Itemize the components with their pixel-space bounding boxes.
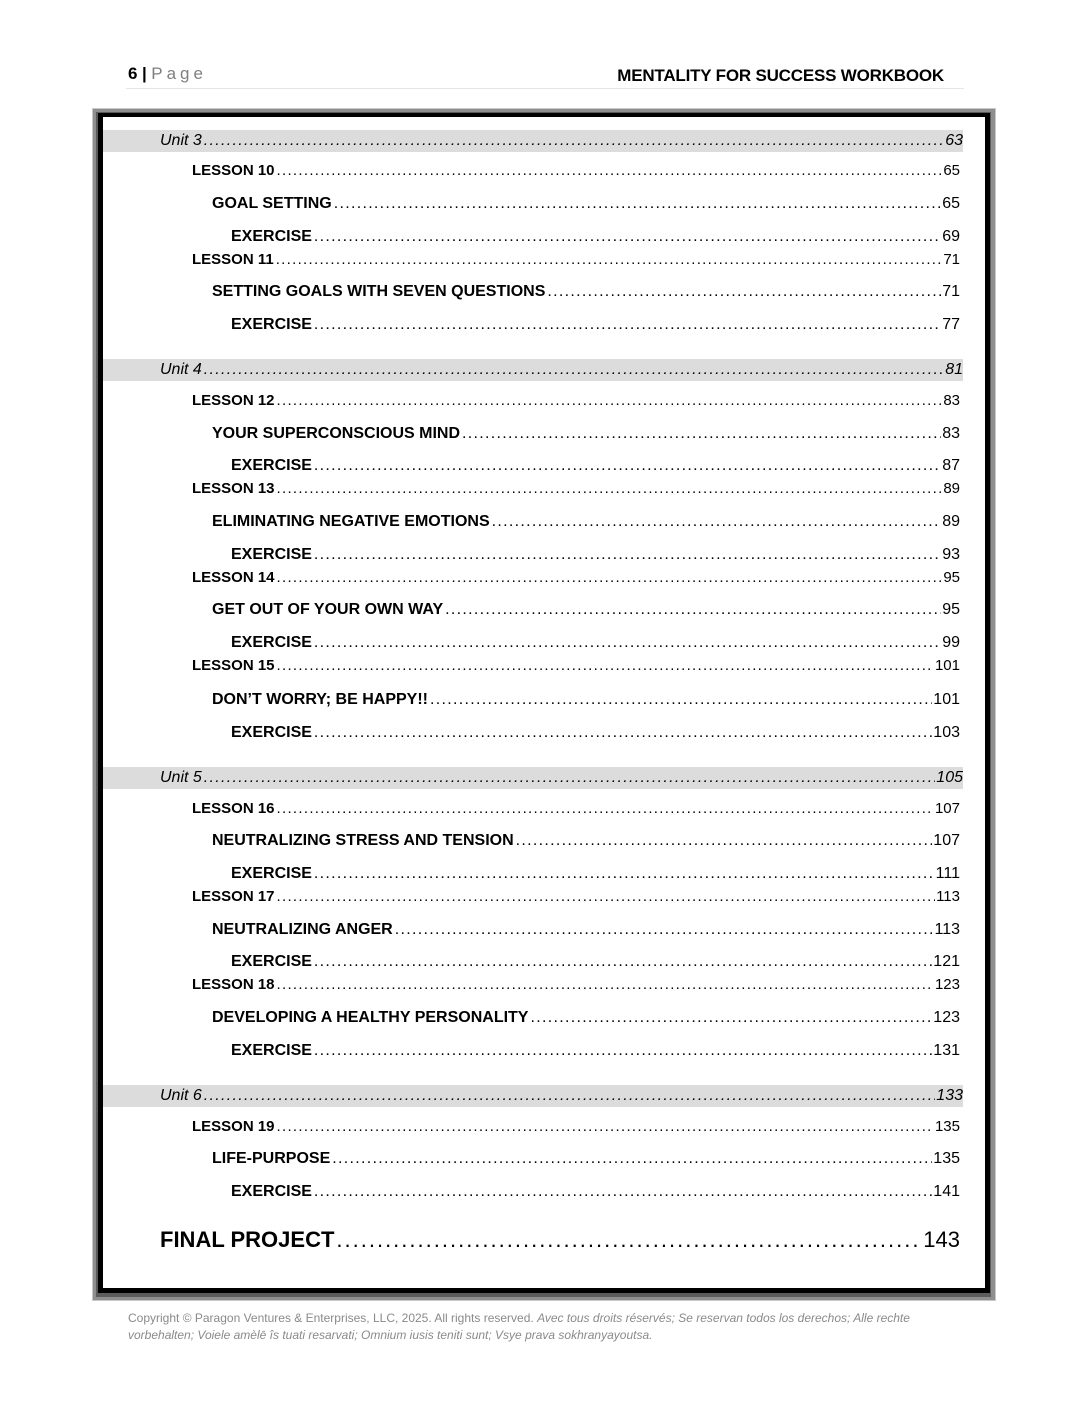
toc-entry-lesson[interactable] <box>192 975 960 995</box>
toc-entry-title: SETTING GOALS WITH SEVEN QUESTIONS <box>212 283 546 300</box>
dot-leader <box>462 424 941 444</box>
toc-entry-page: 123 <box>934 976 960 993</box>
toc-entry-page: 133 <box>936 1087 963 1104</box>
copyright-footer <box>128 1310 958 1344</box>
toc-entry-exercise[interactable] <box>231 633 960 653</box>
toc-entry-title: LESSON 11 <box>192 251 274 268</box>
toc-entry-topic[interactable] <box>212 1149 960 1169</box>
toc-entry-lesson[interactable] <box>192 161 960 181</box>
dot-leader <box>277 568 943 588</box>
copyright-text: Copyright © Paragon Ventures & Enterprises, LLC, 2025. All rights reserved. <box>128 1311 534 1325</box>
toc-entry-lesson[interactable] <box>192 568 960 588</box>
dot-leader <box>277 391 943 411</box>
toc-entry-topic[interactable] <box>212 282 960 302</box>
toc-entry-page: 99 <box>942 634 960 651</box>
toc-entry-page: 83 <box>943 392 960 409</box>
toc-entry-title: DEVELOPING A HEALTHY PERSONALITY <box>212 1009 529 1026</box>
dot-leader <box>277 656 934 676</box>
page-number: 6 <box>128 64 138 83</box>
toc-entry-page: 71 <box>942 283 960 300</box>
toc-entry-page: 95 <box>942 601 960 618</box>
toc-entry-page: 83 <box>942 425 960 442</box>
dot-leader <box>277 161 943 181</box>
toc-entry-title: LESSON 10 <box>192 162 275 179</box>
toc-entry-lesson[interactable] <box>192 799 960 819</box>
toc-entry-page: 105 <box>936 769 963 786</box>
dot-leader <box>314 633 941 653</box>
toc-entry-title: LESSON 13 <box>192 480 275 497</box>
toc-entry-unit[interactable] <box>103 359 963 381</box>
toc-entry-page: 101 <box>933 691 960 708</box>
toc-entry-lesson[interactable] <box>192 250 960 270</box>
toc-entry-title: EXERCISE <box>231 1042 312 1059</box>
toc-entry-page: 103 <box>933 724 960 741</box>
toc-entry-title: NEUTRALIZING ANGER <box>212 921 393 938</box>
dot-leader <box>332 1149 932 1169</box>
toc-entry-page: 111 <box>935 865 960 882</box>
toc-entry-exercise[interactable] <box>231 227 960 247</box>
toc-entry-page: 71 <box>943 251 960 268</box>
toc-entry-topic[interactable] <box>212 920 960 940</box>
toc-entry-exercise[interactable] <box>231 545 960 565</box>
toc-entry-unit[interactable] <box>103 1085 963 1107</box>
header-divider <box>126 88 964 89</box>
toc-entry-title: EXERCISE <box>231 546 312 563</box>
toc-entry-page: 63 <box>945 132 963 149</box>
toc-entry-title: LESSON 15 <box>192 657 275 674</box>
toc-entry-exercise[interactable] <box>231 456 960 476</box>
header-separator: | <box>141 64 148 83</box>
dot-leader <box>445 600 941 620</box>
toc-entry-title: NEUTRALIZING STRESS AND TENSION <box>212 832 514 849</box>
toc-entry-title: EXERCISE <box>231 865 312 882</box>
toc-entry-title: ELIMINATING NEGATIVE EMOTIONS <box>212 513 490 530</box>
dot-leader <box>314 1182 932 1202</box>
toc-entry-exercise[interactable] <box>231 315 960 335</box>
toc-entry-lesson[interactable] <box>192 887 960 907</box>
toc-entry-title: GET OUT OF YOUR OWN WAY <box>212 601 444 618</box>
toc-entry-lesson[interactable] <box>192 479 960 499</box>
dot-leader <box>314 227 941 247</box>
toc-entry-title: EXERCISE <box>231 457 312 474</box>
toc-entry-page: 95 <box>943 569 960 586</box>
toc-entry-page: 93 <box>942 546 960 563</box>
dot-leader <box>547 282 941 302</box>
toc-entry-page: 135 <box>933 1150 960 1167</box>
toc-entry-topic[interactable] <box>212 512 960 532</box>
dot-leader <box>204 768 936 788</box>
toc-entry-title: EXERCISE <box>231 1183 312 1200</box>
toc-entry-title: EXERCISE <box>231 228 312 245</box>
dot-leader <box>314 1041 932 1061</box>
toc-entry-page: 69 <box>942 228 960 245</box>
toc-entry-page: 107 <box>933 832 960 849</box>
dot-leader <box>204 1086 936 1106</box>
toc-entry-page: 141 <box>933 1183 960 1200</box>
toc-entry-title: Unit 5 <box>160 769 202 786</box>
toc-entry-exercise[interactable] <box>231 723 960 743</box>
dot-leader <box>314 864 935 884</box>
toc-entry-title: GOAL SETTING <box>212 195 332 212</box>
dot-leader <box>277 975 934 995</box>
dot-leader <box>334 194 941 214</box>
page-word: Page <box>151 64 207 83</box>
dot-leader <box>314 723 932 743</box>
toc-entry-page: 65 <box>942 195 960 212</box>
toc-entry-title: YOUR SUPERCONSCIOUS MIND <box>212 425 461 442</box>
toc-entry-page: 77 <box>942 316 960 333</box>
toc-entry-topic[interactable] <box>212 1008 960 1028</box>
toc-entry-topic[interactable] <box>212 424 960 444</box>
dot-leader <box>492 512 942 532</box>
toc-entry-topic[interactable] <box>212 600 960 620</box>
toc-entry-final[interactable] <box>160 1226 960 1254</box>
toc-entry-title: DON’T WORRY; BE HAPPY!! <box>212 691 428 708</box>
dot-leader <box>314 952 932 972</box>
toc-entry-title: Unit 4 <box>160 361 202 378</box>
toc-entry-page: 89 <box>943 480 960 497</box>
toc-entry-topic[interactable] <box>212 690 960 710</box>
toc-entry-title: LESSON 17 <box>192 888 275 905</box>
toc-entry-title: LESSON 14 <box>192 569 275 586</box>
toc-entry-title: EXERCISE <box>231 634 312 651</box>
toc-entry-exercise[interactable] <box>231 1041 960 1061</box>
toc-entry-page: 113 <box>934 921 960 938</box>
dot-leader <box>430 690 932 710</box>
toc-entry-page: 143 <box>923 1227 960 1252</box>
toc-entry-title: EXERCISE <box>231 953 312 970</box>
toc-entry-lesson[interactable] <box>192 391 960 411</box>
toc-entry-topic[interactable] <box>212 831 960 851</box>
toc-entry-title: FINAL PROJECT <box>160 1227 335 1252</box>
toc-entry-title: LESSON 19 <box>192 1118 275 1135</box>
dot-leader <box>204 131 944 151</box>
toc-entry-title: LESSON 18 <box>192 976 275 993</box>
toc-entry-unit[interactable] <box>103 767 963 789</box>
dot-leader <box>277 1117 934 1137</box>
toc-entry-page: 89 <box>942 513 960 530</box>
toc-entry-page: 123 <box>933 1009 960 1026</box>
toc-entry-page: 113 <box>936 888 960 905</box>
toc-entry-page: 121 <box>933 953 960 970</box>
dot-leader <box>277 479 943 499</box>
toc-entry-exercise[interactable] <box>231 952 960 972</box>
toc-entry-page: 81 <box>945 361 963 378</box>
rights-translations: Avec tous droits réservés; Se reservan todos los derechos; Alle rechte vorbehalten; Voiele amèlē îs tuati resarvati; Omnium iusis teniti sunt; Vsye prava sokhranyayoutsa. <box>128 1311 910 1342</box>
toc-entry-exercise[interactable] <box>231 864 960 884</box>
book-title: MENTALITY FOR SUCCESS WORKBOOK <box>617 66 944 85</box>
dot-leader <box>314 545 941 565</box>
dot-leader <box>277 887 936 907</box>
toc-entry-page: 65 <box>943 162 960 179</box>
toc-entry-title: LESSON 12 <box>192 392 275 409</box>
toc-entry-title: LESSON 16 <box>192 800 275 817</box>
toc-entry-title: EXERCISE <box>231 316 312 333</box>
toc-entry-page: 131 <box>933 1042 960 1059</box>
dot-leader <box>395 920 934 940</box>
toc-entry-unit[interactable] <box>103 130 963 152</box>
toc-entry-title: LIFE-PURPOSE <box>212 1150 331 1167</box>
toc-entry-page: 135 <box>934 1118 960 1135</box>
dot-leader <box>204 360 944 380</box>
toc-entry-title: Unit 6 <box>160 1087 202 1104</box>
page-number-label <box>128 64 207 84</box>
dot-leader <box>277 799 934 819</box>
toc-entry-title: EXERCISE <box>231 724 312 741</box>
toc-entry-topic[interactable] <box>212 194 960 214</box>
dot-leader <box>314 456 941 476</box>
toc-entry-page: 87 <box>942 457 960 474</box>
dot-leader <box>314 315 941 335</box>
toc-entry-lesson[interactable] <box>192 1117 960 1137</box>
dot-leader <box>276 250 943 270</box>
toc-entry-page: 101 <box>934 657 960 674</box>
toc-entry-page: 107 <box>934 800 960 817</box>
dot-leader <box>530 1008 932 1028</box>
toc-entry-exercise[interactable] <box>231 1182 960 1202</box>
dot-leader <box>336 1226 917 1254</box>
toc-entry-lesson[interactable] <box>192 656 960 676</box>
toc-entry-title: Unit 3 <box>160 132 202 149</box>
dot-leader <box>516 831 933 851</box>
